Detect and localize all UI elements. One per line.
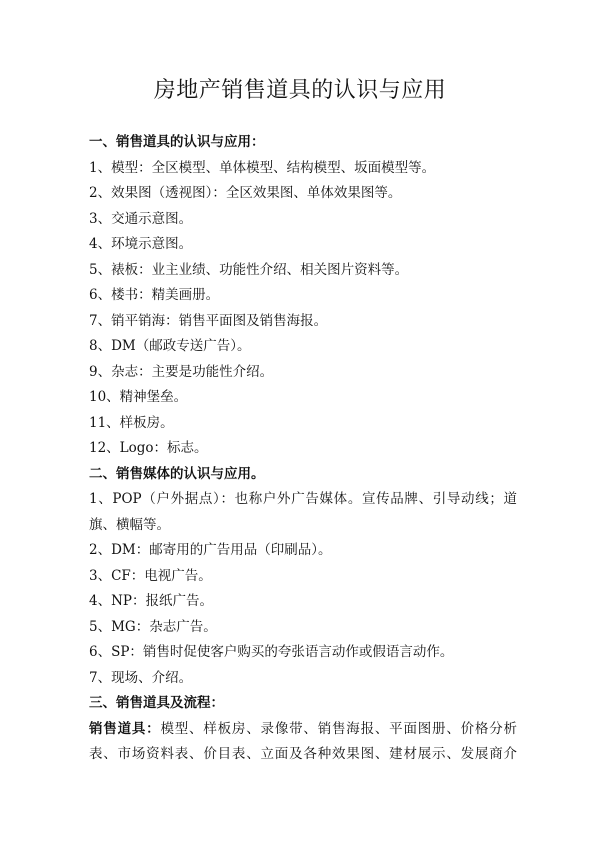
section-2-item: 1、POP（户外据点）：也称户外广告媒体。宣传品牌、引导动线；道 <box>89 491 517 507</box>
section-1-item: 6、楼书：精美画册。 <box>89 287 220 303</box>
document-title: 房地产销售道具的认识与应用 <box>153 78 447 103</box>
section-3-lead-paragraph <box>89 717 517 743</box>
section-2-item: 5、MG：杂志广告。 <box>89 618 217 635</box>
section-1-item: 8、DM（邮政专送广告）。 <box>89 338 251 354</box>
section-2-heading: 二、销售媒体的认识与应用。 <box>89 465 265 482</box>
section-3-continuation: 表、市场资料表、价目表、立面及各种效果图、建材展示、发展商介 <box>89 746 517 762</box>
section-1-item: 3、交通示意图。 <box>89 210 193 227</box>
section-2-item: 6、SP：销售时促使客户购买的夸张语言动作或假语言动作。 <box>89 644 454 660</box>
section-1-item: 11、样板房。 <box>89 414 174 431</box>
document-body <box>89 130 517 768</box>
section-1-item: 9、杂志：主要是功能性介绍。 <box>89 363 274 380</box>
section-3-heading: 三、销售道具及流程： <box>89 695 224 711</box>
section-1-item: 10、精神堡垒。 <box>89 389 188 405</box>
section-2-item: 2、DM：邮寄用的广告用品（印刷品）。 <box>89 542 332 558</box>
section-2-item: 3、CF：电视广告。 <box>89 567 212 584</box>
section-2-item: 7、现场、介绍。 <box>89 669 193 686</box>
section-1-item: 2、效果图（透视图）：全区效果图、单体效果图等。 <box>89 185 402 201</box>
section-1-heading: 一、销售道具的认识与应用： <box>89 134 265 150</box>
section-1-item: 5、裱板：业主业绩、功能性介绍、相关图片资料等。 <box>89 261 409 278</box>
section-2-item-continuation: 旗、横幅等。 <box>89 516 170 533</box>
section-1-item: 7、销平销海：销售平面图及销售海报。 <box>89 312 328 329</box>
section-1-item: 12、Logo：标志。 <box>89 440 208 456</box>
section-1-item: 4、环境示意图。 <box>89 236 193 252</box>
section-1-item: 1、模型：全区模型、单体模型、结构模型、坂面模型等。 <box>89 159 436 176</box>
section-3-lead-text: 模型、样板房、录像带、销售海报、平面图册、价格分析 <box>160 720 517 737</box>
section-2-item: 4、NP：报纸广告。 <box>89 593 213 609</box>
section-3-lead-label: 销售道具： <box>89 720 161 737</box>
